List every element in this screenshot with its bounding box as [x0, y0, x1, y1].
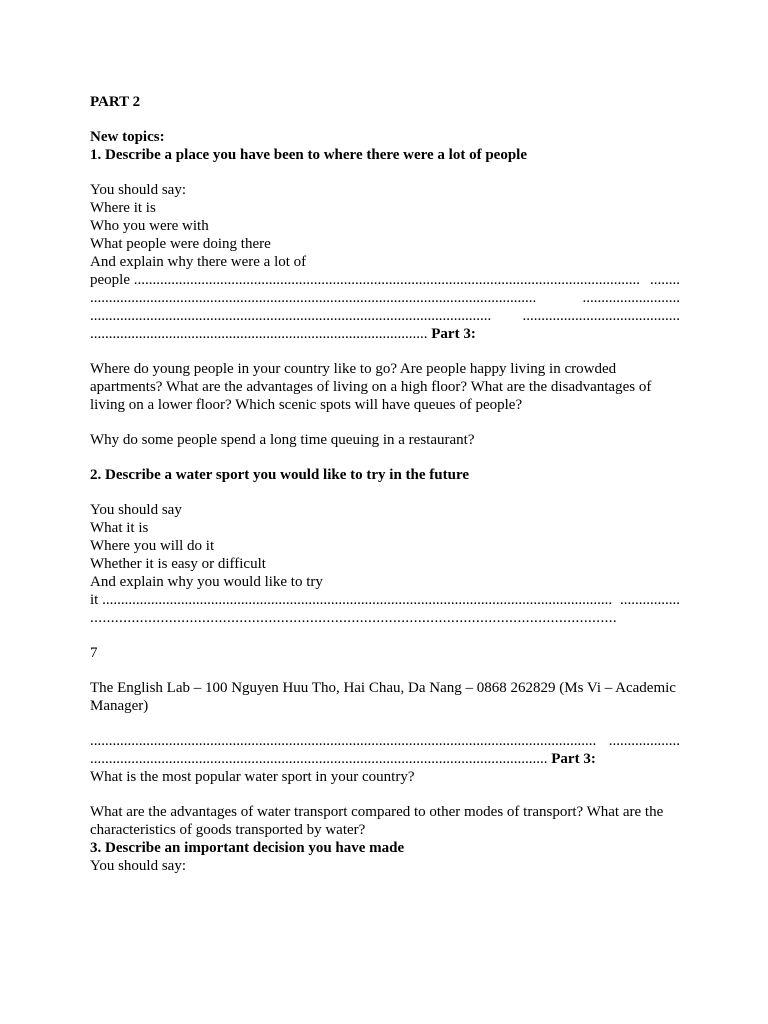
topic1-answer-line-1: [90, 271, 680, 289]
answer-dots: it ........................................................................................................................................: [90, 592, 613, 608]
answer-dots: ...................: [608, 733, 680, 749]
topic1-prompt-1: Where it is: [90, 200, 156, 216]
spacer: [90, 111, 680, 128]
topic2-you-should-say: You should say: [90, 502, 182, 518]
part2-heading: PART 2: [90, 94, 141, 110]
document-page: [90, 93, 680, 875]
topic2-answer-line-3: [90, 732, 680, 750]
topic2-answer-line-4: [90, 750, 680, 768]
spacer: [90, 484, 680, 501]
topic2-prompt-2: Where you will do it: [90, 538, 215, 554]
topic2-prompt-4: And explain why you would like to try: [90, 574, 323, 590]
spacer: [90, 164, 680, 181]
topic1-part3-questions: Where do young people in your country like to go? Are people happy living in crowded apartments? What are the advantages of living on a high floor? What are the disadvantages of living on a lower floor? Which scenic spots will have queues of people?: [90, 361, 652, 413]
topic2-prompt-3: Whether it is easy or difficult: [90, 556, 266, 572]
answer-dots: ................: [620, 592, 680, 608]
topic1-part3-extra: Why do some people spend a long time queuing in a restaurant?: [90, 432, 475, 448]
topic1-part3-label: Part 3:: [431, 326, 476, 342]
spacer: [90, 449, 680, 466]
topic1-prompt-3: What people were doing there: [90, 236, 271, 252]
topic1-you-should-say: You should say:: [90, 182, 186, 198]
answer-dots: ..........................................................................................................................: [90, 751, 548, 767]
topic1-answer-line-3: [90, 307, 680, 325]
answer-dots: ...........................................................................................................: [90, 308, 492, 324]
topic2-answer-line-1: [90, 591, 680, 609]
spacer: [90, 343, 680, 360]
spacer: [90, 627, 680, 644]
topic1-answer-line-4: [90, 325, 680, 343]
topic2-part3-label: Part 3:: [551, 751, 596, 767]
footer-text: The English Lab – 100 Nguyen Huu Tho, Hai Chau, Da Nang – 0868 262829 (Ms Vi – Academic Manager): [90, 680, 676, 714]
topic2-answer-line-2: ...............................................................................................................................: [90, 610, 618, 626]
spacer: [90, 715, 680, 732]
topic3-you-should-say: You should say:: [90, 858, 186, 874]
spacer: [90, 786, 680, 803]
answer-dots: ........: [650, 272, 680, 288]
new-topics-label: New topics:: [90, 129, 165, 145]
spacer: [90, 414, 680, 431]
topic3-title: 3. Describe an important decision you have made: [90, 840, 405, 856]
topic2-title: 2. Describe a water sport you would like to try in the future: [90, 467, 469, 483]
topic2-prompt-1: What it is: [90, 520, 149, 536]
answer-dots: ..........................................................................................: [90, 326, 428, 342]
topic2-part3-q2: What are the advantages of water transport compared to other modes of transport? What are the characteristics of goods transported by water?: [90, 804, 664, 838]
answer-dots: .......................................................................................................................................: [90, 733, 597, 749]
topic1-title: 1. Describe a place you have been to where there were a lot of people: [90, 147, 527, 163]
topic1-answer-line-2: [90, 289, 680, 307]
answer-dots: ..........................: [582, 290, 680, 306]
topic1-prompt-4: And explain why there were a lot of: [90, 254, 307, 270]
answer-dots: ..........................................: [522, 308, 680, 324]
page-number: 7: [90, 645, 98, 661]
answer-dots: .......................................................................................................................: [90, 290, 537, 306]
answer-dots: people .......................................................................................................................................: [90, 272, 640, 288]
spacer: [90, 662, 680, 679]
topic1-prompt-2: Who you were with: [90, 218, 209, 234]
topic2-part3-q1: What is the most popular water sport in your country?: [90, 769, 415, 785]
